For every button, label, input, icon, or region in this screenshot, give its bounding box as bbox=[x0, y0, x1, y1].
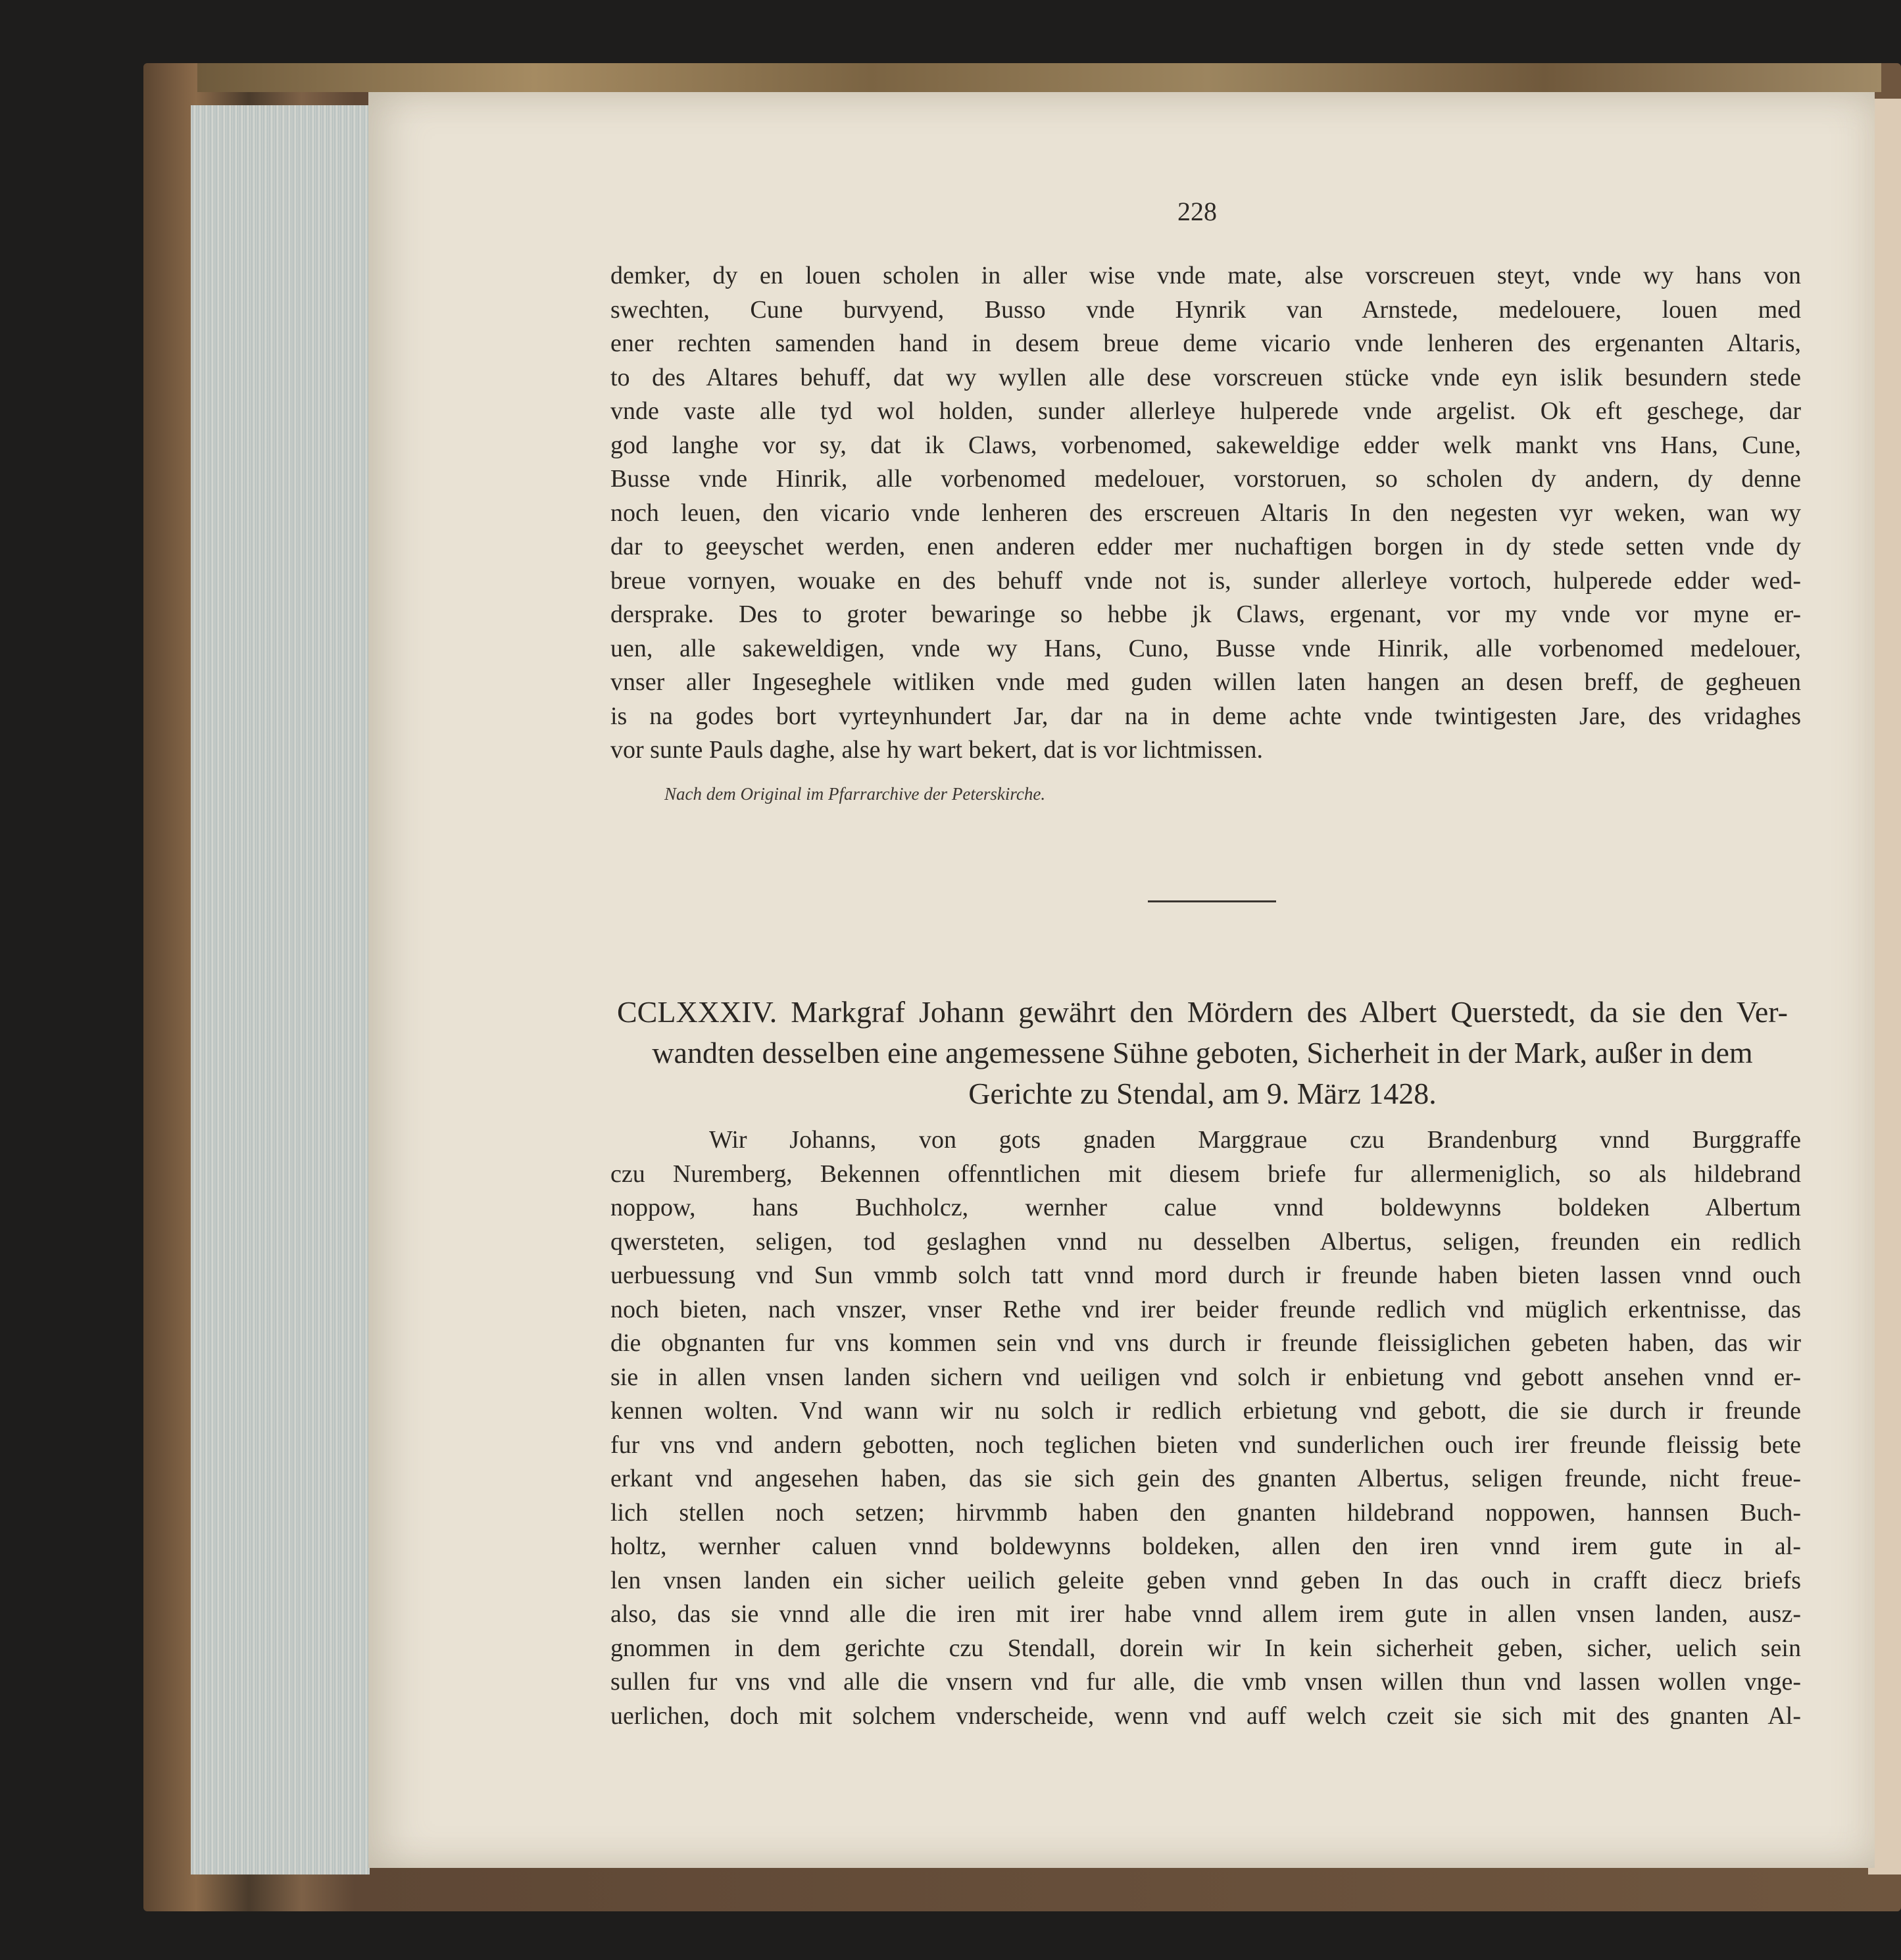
marbled-cover-edge bbox=[197, 63, 1881, 92]
text-line: len vnsen landen ein sicher ueilich geleite geben vnnd geben In das ouch in crafft diecz briefs bbox=[610, 1566, 1801, 1594]
text-line: noch bieten, nach vnszer, vnser Rethe vnd irer beider freunde redlich vnd müglich erkentnisse, das bbox=[610, 1295, 1801, 1323]
text-line: god langhe vor sy, dat ik Claws, vorbenomed, sakeweldige edder welk mankt vns Hans, Cune, bbox=[610, 431, 1801, 459]
text-line: noppow, hans Buchholcz, wernher calue vnnd boldewynns boldeken Albertum bbox=[610, 1194, 1801, 1221]
page-edges bbox=[191, 105, 370, 1874]
text-line: swechten, Cune burvyend, Busso vnde Hynrik van Arnstede, medelouere, louen med bbox=[610, 295, 1801, 324]
text-line: ener rechten samenden hand in desem breue deme vicario vnde lenheren des ergenanten Altaris, bbox=[610, 330, 1801, 357]
section-divider bbox=[1148, 900, 1276, 902]
text-line: also, das sie vnnd alle die iren mit irer habe vnnd allem irem gute in allen vnsen landen, ausz- bbox=[610, 1600, 1801, 1628]
text-line: czu Nuremberg, Bekennen offenntlichen mit diesem briefe fur allermeniglich, so als hildebrand bbox=[610, 1160, 1801, 1188]
text-line: vnser aller Ingeseghele witliken vnde med guden willen laten hangen an desen breff, de gegheuen bbox=[610, 668, 1801, 696]
text-line: sie in allen vnsen landen sichern vnd ueiligen vnd solch ir enbietung vnd gebott ansehen vnnd er- bbox=[610, 1363, 1801, 1391]
text-line: die obgnanten fur vns kommen sein vnd vns durch ir freunde fleissiglichen gebeten haben, das wir bbox=[610, 1329, 1801, 1357]
document-heading bbox=[617, 992, 1788, 1114]
text-line: uerlichen, doch mit solchem vnderscheide, wenn vnd auff welch czeit sie sich mit des gnanten Al- bbox=[610, 1702, 1801, 1730]
page-number: 228 bbox=[1177, 197, 1217, 226]
text-line: demker, dy en louen scholen in aller wise vnde mate, alse vorscreuen steyt, vnde wy hans von bbox=[610, 262, 1801, 289]
text-line: sullen fur vns vnd alle die vnsern vnd fur alle, die vmb vnsen willen thun vnd lassen wollen vnge- bbox=[610, 1668, 1801, 1696]
source-note: Nach dem Original im Pfarrarchive der Peterskirche. bbox=[664, 784, 1046, 804]
text-line: dersprake. Des to groter bewaringe so hebbe jk Claws, ergenant, vor my vnde vor myne er- bbox=[610, 600, 1801, 628]
text-line: kennen wolten. Vnd wann wir nu solch ir redlich erbietung vnd gebott, die sie durch ir freunde bbox=[610, 1397, 1801, 1425]
text-line: erkant vnd angesehen haben, das sie sich gein des gnanten Albertus, seligen freunde, nicht freue- bbox=[610, 1465, 1801, 1492]
text-line: dar to geeyschet werden, enen anderen edder mer nuchaftigen borgen in dy stede setten vnde dy bbox=[610, 533, 1801, 560]
text-line: uerbuessung vnd Sun vmmb solch tatt vnnd mord durch ir freunde haben bieten lassen vnnd ouch bbox=[610, 1262, 1801, 1289]
text-line: holtz, wernher caluen vnnd boldewynns boldeken, allen den iren vnnd irem gute in al- bbox=[610, 1532, 1801, 1560]
heading-line: wandten desselben eine angemessene Sühne geboten, Sicherheit in der Mark, außer in dem bbox=[652, 1036, 1753, 1069]
heading-line: CCLXXXIV. Markgraf Johann gewährt den Mördern des Albert Querstedt, da sie den Ver- bbox=[617, 995, 1788, 1029]
text-line: qwersteten, seligen, tod geslaghen vnnd nu desselben Albertus, seligen, freunden ein redlich bbox=[610, 1227, 1801, 1256]
text-line: uen, alle sakeweldigen, vnde wy Hans, Cuno, Busse vnde Hinrik, alle vorbenomed medelouer, bbox=[610, 634, 1801, 662]
text-line: is na godes bort vyrteynhundert Jar, dar na in deme achte vnde twintigesten Jare, des vridaghes bbox=[610, 702, 1801, 730]
heading-line: Gerichte zu Stendal, am 9. März 1428. bbox=[968, 1077, 1437, 1110]
text-line: vor sunte Pauls daghe, alse hy wart bekert, dat is vor lichtmissen. bbox=[610, 736, 1264, 764]
text-line: lich stellen noch setzen; hirvmmb haben den gnanten hildebrand noppowen, hannsen Buch- bbox=[610, 1498, 1801, 1527]
text-line: vnde vaste alle tyd wol holden, sunder allerleye hulperede vnde argelist. Ok eft geschege, dar bbox=[610, 397, 1801, 425]
text-line: Busse vnde Hinrik, alle vorbenomed medelouer, vorstoruen, so scholen dy andern, dy denne bbox=[610, 465, 1801, 493]
text-line: fur vns vnd andern gebotten, noch teglichen bieten vnd sunderlichen ouch irer freunde fleissig bete bbox=[610, 1431, 1801, 1459]
text-line: Wir Johanns, von gots gnaden Marggraue czu Brandenburg vnnd Burggraffe bbox=[709, 1126, 1801, 1154]
text-line: to des Altares behuff, dat wy wyllen alle dese vorscreuen stücke vnde eyn islik besundern stede bbox=[610, 363, 1801, 391]
text-line: noch leuen, den vicario vnde lenheren des erscreuen Altaris In den negesten vyr weken, wan wy bbox=[610, 499, 1801, 527]
document-body-text bbox=[610, 1123, 1801, 1733]
letter-end-text bbox=[610, 259, 1801, 768]
text-line: breue vornyen, wouake en des behuff vnde not is, sunder allerleye vortoch, hulperede edder wed- bbox=[610, 566, 1801, 595]
text-line: gnommen in dem gerichte czu Stendall, dorein wir In kein sicherheit geben, sicher, uelich sein bbox=[610, 1634, 1801, 1662]
